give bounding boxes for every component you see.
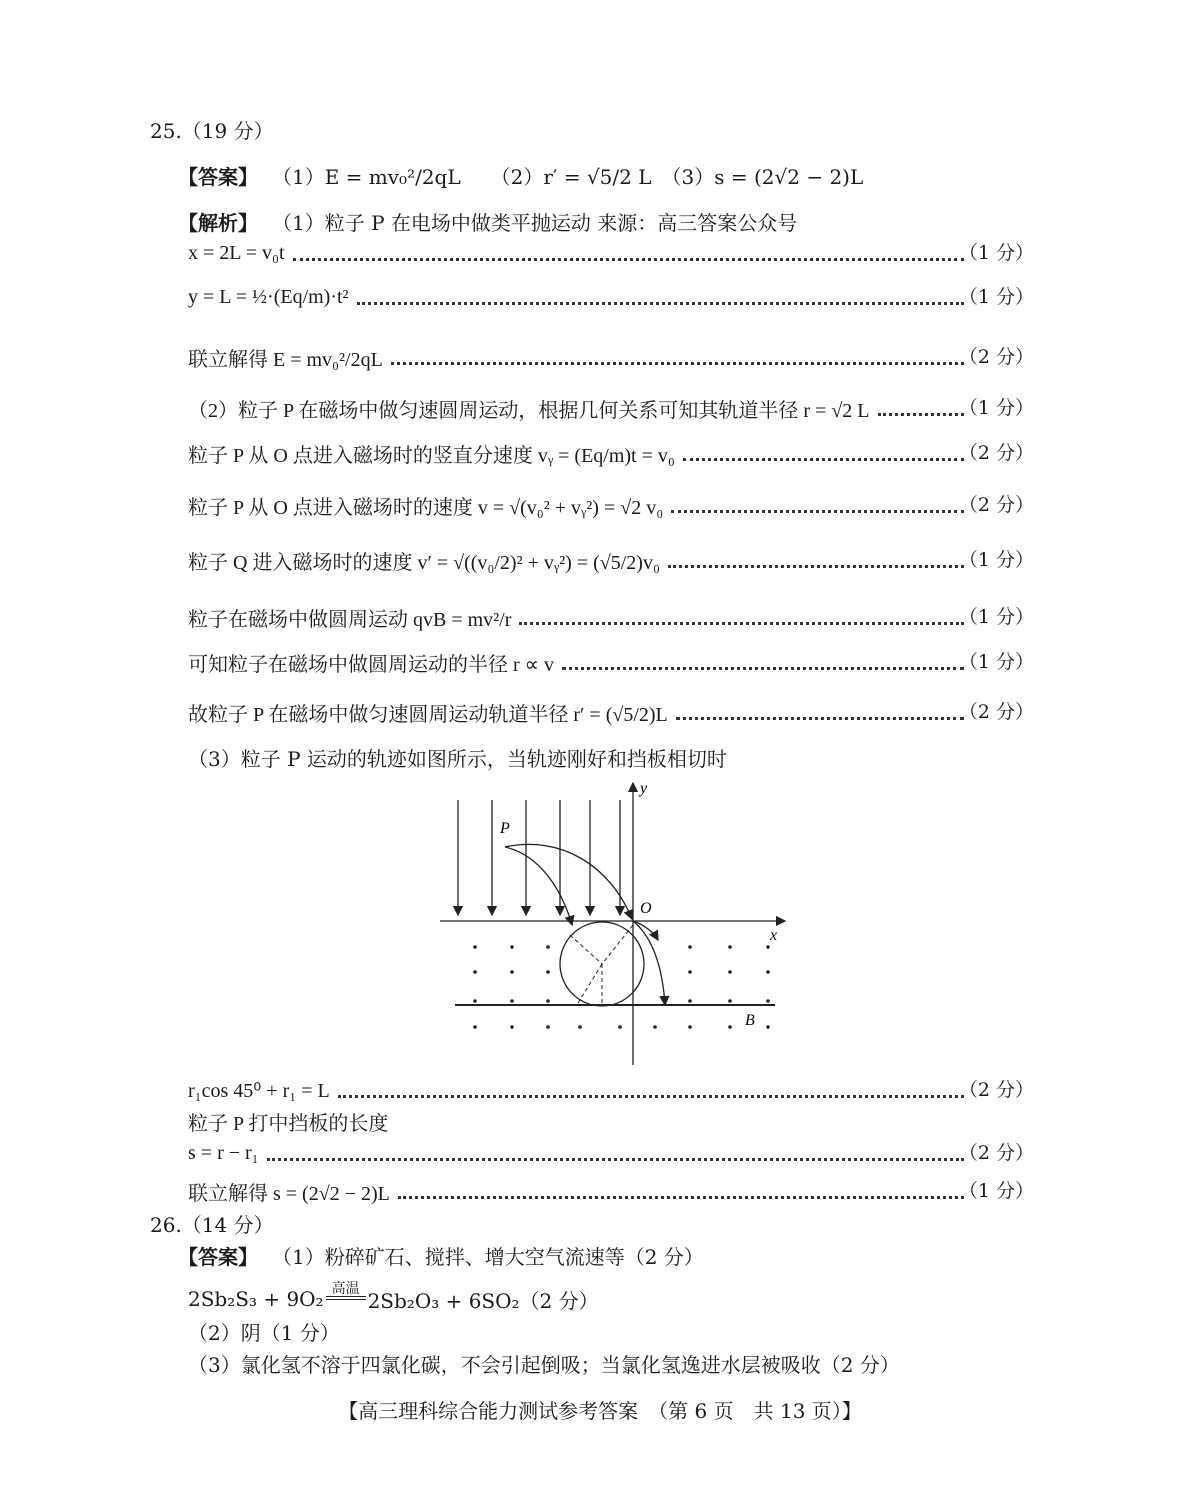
analysis-tag: 【解析】 — [178, 210, 258, 235]
label-y: y — [640, 780, 648, 797]
solution-line: r₁cos 45⁰ + r₁ = L （2 分） — [188, 1079, 1034, 1102]
solution-line: 粒子 Q 进入磁场时的速度 v′ = √((v₀/2)² + vᵧ²) = (√5/2)v₀ （1 分） — [188, 549, 1034, 574]
page-footer: 【高三理科综合能力测试参考答案 （第 6 页 共 13 页）】 — [338, 1399, 862, 1423]
q26-a2: （2）阴（1 分） — [188, 1320, 340, 1345]
trajectory-figure — [440, 775, 800, 1070]
q26-header: 26.（14 分） — [150, 1212, 274, 1237]
reaction-condition: 高温 — [331, 1281, 360, 1297]
label-P: P — [500, 820, 510, 837]
q25-header: 25.（19 分） — [150, 118, 274, 143]
q25-answer — [178, 162, 863, 188]
answer-text: （1）E = mv₀²/2qL （2）r′ = √5/2 L （3）s = (2√2 − 2)L — [272, 164, 864, 189]
solution-line: 故粒子 P 在磁场中做匀速圆周运动轨道半径 r′ = (√5/2)L （2 分） — [188, 701, 1034, 726]
q26-a3: （3）氯化氢不溶于四氯化碳，不会引起倒吸；当氯化氢逸进水层被吸收（2 分） — [188, 1352, 900, 1377]
solution-line: s = r − r₁ （2 分） — [188, 1141, 1034, 1164]
solution-line: 联立解得 s = (2√2 − 2)L （1 分） — [188, 1180, 1034, 1205]
label-B: B — [745, 1012, 755, 1029]
solution-line: 粒子 P 从 O 点进入磁场时的竖直分速度 vᵧ = (Eq/m)t = v₀ （2 分） — [188, 442, 1034, 467]
label-O: O — [640, 900, 652, 917]
q26-reaction: 2Sb₂S₃ + 9O₂ 高温 2Sb₂O₃ + 6SO₂（2 分） — [188, 1281, 599, 1313]
q26-answer: 【答案】 （1）粉碎矿石、搅拌、增大空气流速等（2 分） — [178, 1244, 704, 1269]
solution-line: 可知粒子在磁场中做圆周运动的半径 r ∝ v （1 分） — [188, 651, 1034, 676]
solution-line: 联立解得 E = mv₀²/2qL （2 分） — [188, 346, 1034, 371]
solution-line: y = L = ½·(Eq/m)·t² （1 分） — [188, 285, 1034, 308]
answer-tag: 【答案】 — [178, 164, 258, 189]
label-x: x — [770, 927, 778, 944]
solution-line: 粒子在磁场中做圆周运动 qvB = mv²/r （1 分） — [188, 606, 1034, 631]
solution-line: 粒子 P 从 O 点进入磁场时的速度 v = √(v₀² + vᵧ²) = √2 v₀ （2 分） — [188, 494, 1034, 519]
solution-line: （2）粒子 P 在磁场中做匀速圆周运动，根据几何关系可知其轨道半径 r = √2 L （1 分） — [188, 397, 1034, 422]
q25-analysis-intro: 【解析】 （1）粒子 P 在电场中做类平抛运动 来源：高三答案公众号 — [178, 208, 797, 234]
part3-intro: （3）粒子 P 运动的轨迹如图所示，当轨迹刚好和挡板相切时 — [188, 746, 727, 771]
solution-line: x = 2L = v₀t （1 分） — [188, 241, 1034, 264]
solution-line: 粒子 P 打中挡板的长度 — [188, 1112, 389, 1135]
